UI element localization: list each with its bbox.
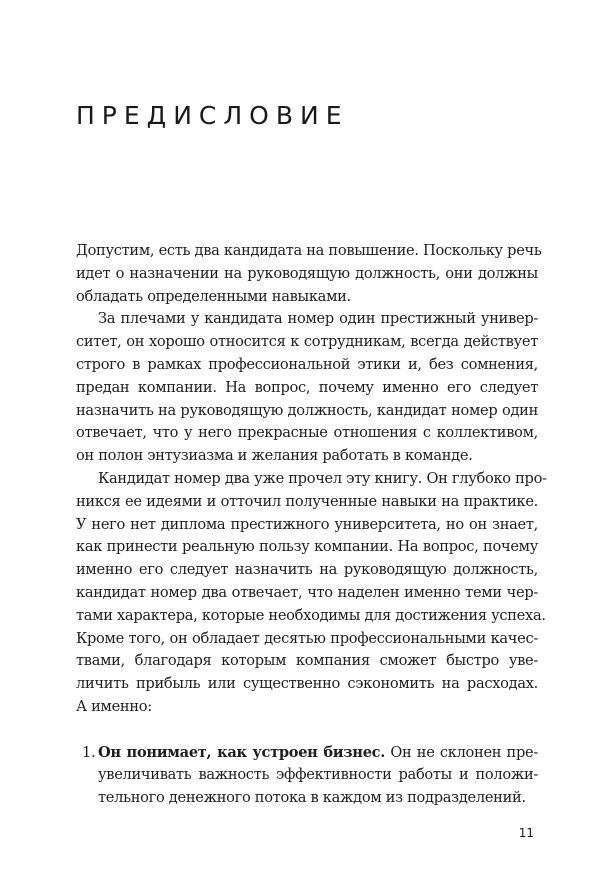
paragraph	[76, 308, 538, 468]
list-item	[76, 742, 538, 810]
text-line: обладать определенными навыками.	[76, 287, 351, 305]
text-line: строго в рамках профессиональной этики и, без сомнения,	[76, 355, 538, 373]
text-line: никся ее идеями и отточил полученные навыки на практике.	[76, 492, 538, 510]
text-line: тами характера, которые необходимы для достижения успеха.	[76, 606, 546, 624]
text-line: как принести реальную пользу компании. На вопрос, почему	[76, 538, 538, 556]
body-text	[76, 240, 547, 810]
numbered-list	[76, 742, 538, 810]
text-line: А именно:	[76, 697, 152, 715]
text-line: ситет, он хорошо относится к сотрудникам, всегда действует	[76, 333, 538, 351]
text-line: тельного денежного потока в каждом из подразделений.	[98, 789, 526, 807]
list-item-text: Он не склонен пре-	[385, 743, 538, 761]
text-line: назначить на руководящую должность, кандидат номер один	[76, 401, 538, 419]
text-line: Кроме того, он обладает десятью профессиональными качес-	[76, 629, 538, 647]
text-line: Допустим, есть два кандидата на повышение. Поскольку речь	[76, 242, 542, 259]
text-line: именно его следует назначить на руководящую должность,	[76, 561, 538, 579]
text-line: Кандидат номер два уже прочел эту книгу. Он глубоко про-	[98, 469, 547, 487]
text-line: увеличивать важность эффективности работы и положи-	[98, 766, 538, 784]
text-line: он полон энтузиазма и желания работать в команде.	[76, 447, 473, 465]
page-number: 11	[518, 826, 534, 840]
paragraph	[76, 468, 547, 719]
text-line: За плечами у кандидата номер один престижный универ-	[98, 310, 538, 328]
list-item-first-line	[76, 742, 538, 765]
text-line: отвечает, что у него прекрасные отношения с коллективом,	[76, 424, 538, 442]
text-line: предан компании. На вопрос, почему именно его следует	[76, 378, 538, 396]
text-line: кандидат номер два отвечает, что наделен именно теми чер-	[76, 583, 538, 601]
paragraph	[76, 240, 542, 308]
list-item-lead: Он понимает, как устроен бизнес.	[98, 743, 386, 761]
text-line: идет о назначении на руководящую должность, они должны	[76, 264, 538, 282]
chapter-title: ПРЕДИСЛОВИЕ	[76, 101, 349, 130]
paragraph-spacer	[76, 719, 538, 742]
list-number: 1.	[82, 743, 96, 761]
text-line: личить прибыль или существенно сэкономить на расходах.	[76, 675, 538, 693]
text-line: твами, благодаря которым компания сможет быстро уве-	[76, 652, 538, 670]
text-line: У него нет диплома престижного университета, но он знает,	[76, 515, 538, 533]
